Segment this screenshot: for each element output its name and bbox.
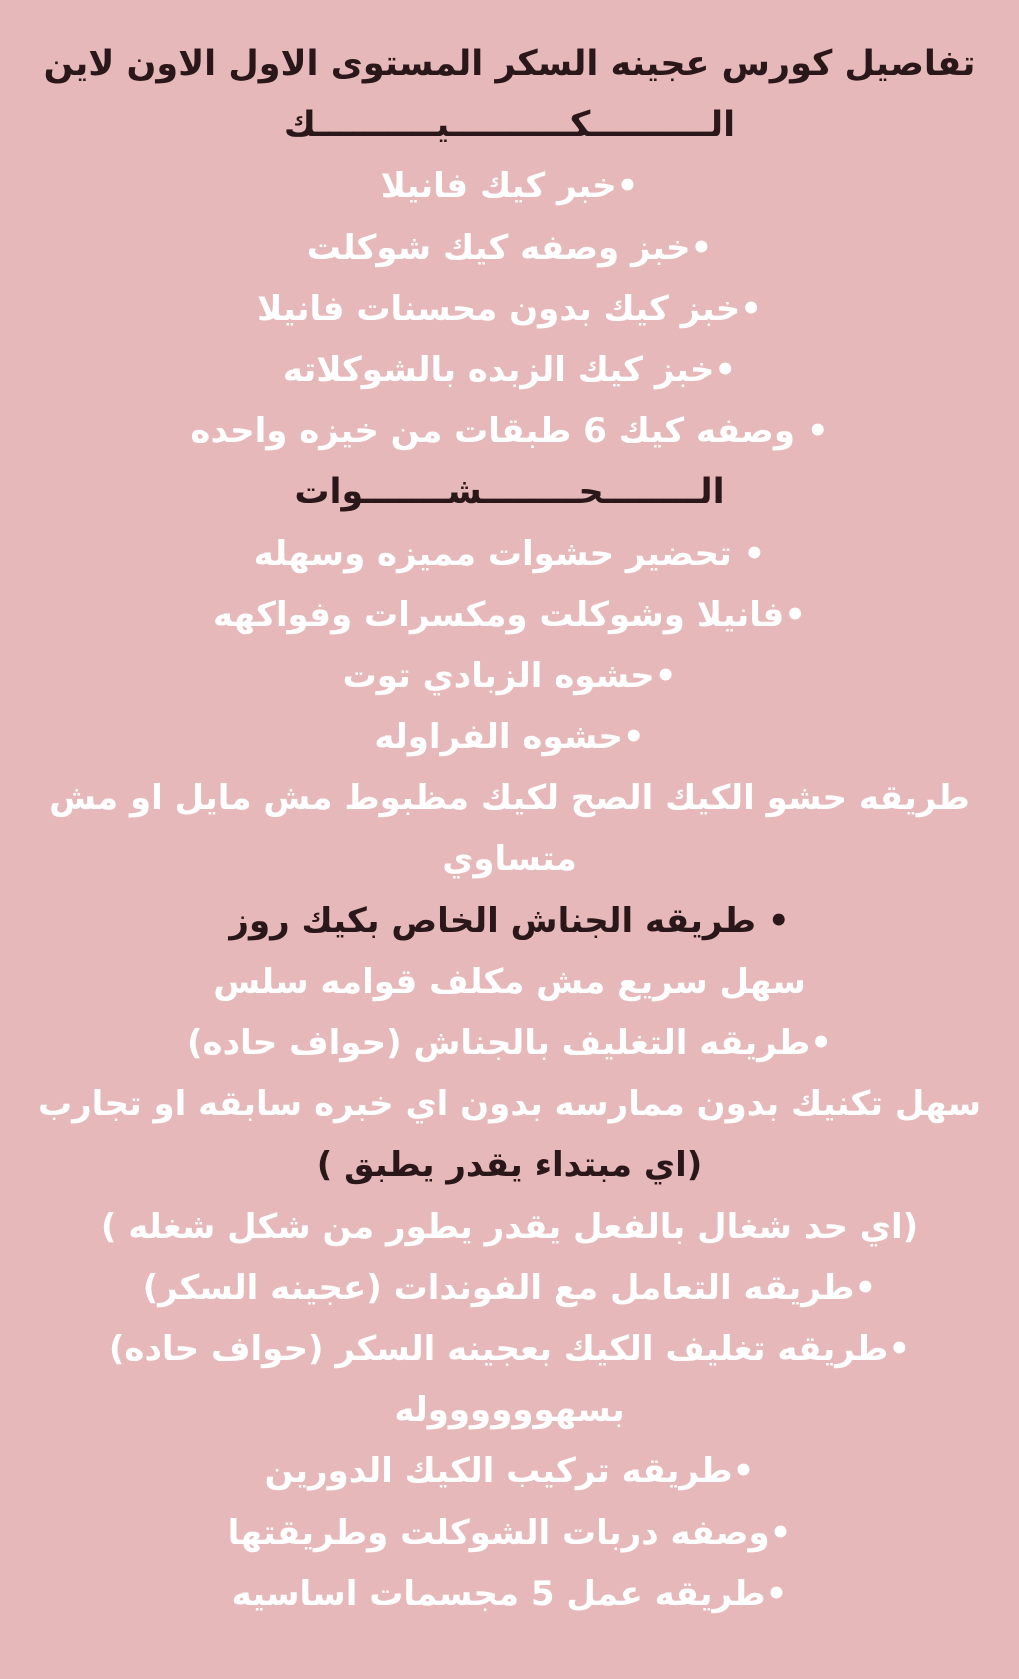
cake-item: •خبر كيك فانيلا [380,166,639,207]
fondant-item: •طريقه التعامل مع الفوندات (عجينه السكر) [142,1267,877,1308]
fillings-item: طريقه حشو الكيك الصح لكيك مظبوط مش مايل او مش [49,778,970,819]
cake-item: • وصفه كيك 6 طبقات من خيزه واحده [190,411,829,452]
cake-item: •خبز وصفه كيك شوكلت [306,227,713,268]
fondant-item: (اي حد شغال بالفعل يقدر يطور من شكل شغله ) [100,1206,919,1247]
fondant-item: •طريقه تغليف الكيك بعجينه السكر (حواف حاده) [108,1328,911,1369]
cake-item: •خبز كيك بدون محسنات فانيلا [257,288,762,329]
fillings-item: •حشوه الفراوله [374,717,645,758]
fondant-item: •وصفه دربات الشوكلت وطريقتها [227,1512,792,1553]
fillings-section-heading: الــــــــحــــــــشـــــــوات [294,472,725,513]
ganache-item: •طريقه التغليف بالجناش (حواف حاده) [186,1023,833,1063]
fillings-item: •حشوه الزبادي توت [342,655,677,696]
fillings-item: • تحضير حشوات مميزه وسهله [253,533,766,574]
beginner-note: (اي مبتداء يقدر يطبق ) [316,1145,703,1186]
cake-item: •خبز كيك الزبده بالشوكلاته [282,349,737,390]
fillings-item: •فانيلا وشوكلت ومكسرات وفواكهه [213,594,806,635]
fillings-item: متساوي [442,839,577,880]
cake-section-heading: الــــــــــكــــــــــيــــــــــك [283,105,736,146]
ganache-item: سهل سريع مش مكلف قوامه سلس [213,961,806,1002]
fondant-item: بسهووووووله [394,1390,625,1431]
page-title: تفاصيل كورس عجينه السكر المستوى الاول الاون لاين [43,44,976,84]
ganache-section-heading: • طريقه الجناش الخاص بكيك روز [229,900,790,941]
fondant-item: •طريقه عمل 5 مجسمات اساسيه [231,1573,788,1614]
ganache-item: سهل تكنيك بدون ممارسه بدون اي خبره سابقه او تجارب [37,1084,982,1125]
fondant-item: •طريقه تركيب الكيك الدورين [264,1451,755,1492]
